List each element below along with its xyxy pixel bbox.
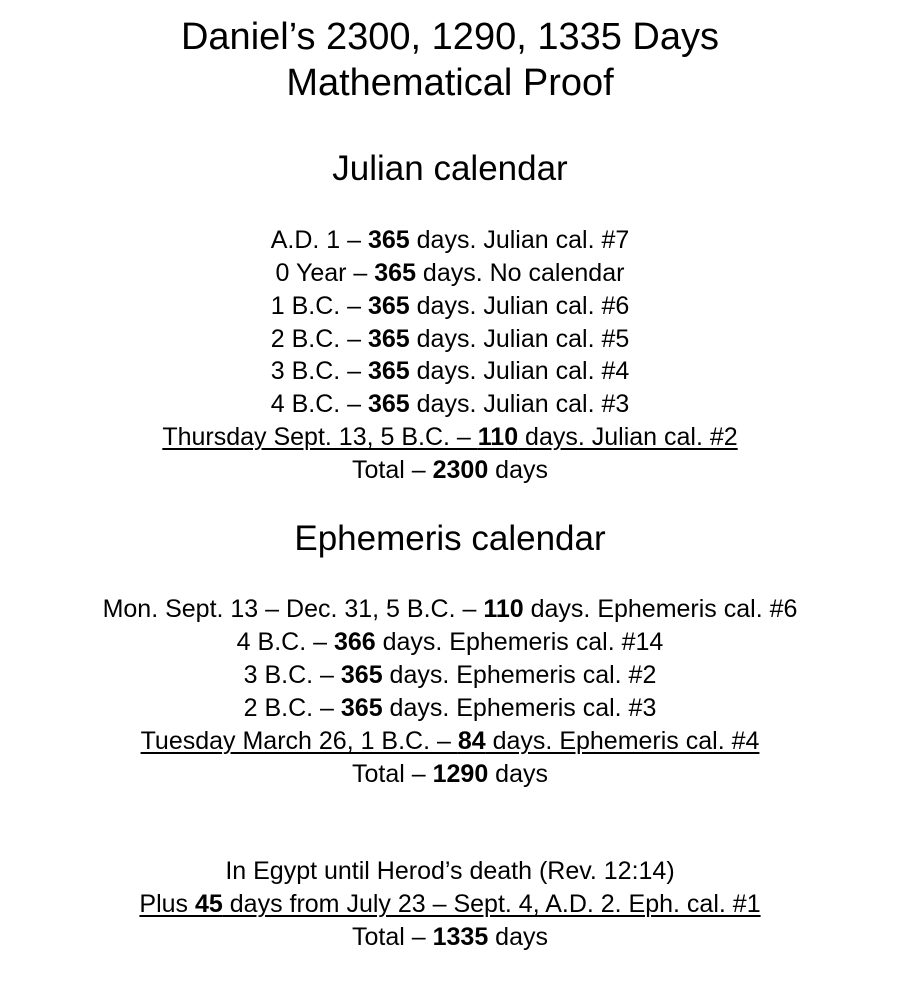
- ephemeris-total: Total – 1290 days: [352, 760, 548, 788]
- egypt-total: Total – 1335 days: [352, 923, 548, 951]
- title-line-1: Daniel’s 2300, 1290, 1335 Days: [180, 16, 719, 58]
- ephemeris-row: Mon. Sept. 13 – Dec. 31, 5 B.C. – 110 days. Ephemeris cal. #6: [102, 595, 798, 623]
- julian-row: A.D. 1 – 365 days. Julian cal. #7: [270, 226, 630, 254]
- ephemeris-row: 3 B.C. – 365 days. Ephemeris cal. #2: [243, 661, 657, 689]
- julian-row: 2 B.C. – 365 days. Julian cal. #5: [270, 325, 630, 353]
- egypt-line: In Egypt until Herod’s death (Rev. 12:14): [225, 857, 675, 885]
- julian-row: 3 B.C. – 365 days. Julian cal. #4: [270, 357, 630, 385]
- julian-total: Total – 2300 days: [352, 456, 548, 484]
- julian-row: 4 B.C. – 365 days. Julian cal. #3: [270, 390, 630, 418]
- julian-row: 1 B.C. – 365 days. Julian cal. #6: [270, 292, 630, 320]
- ephemeris-row: 4 B.C. – 366 days. Ephemeris cal. #14: [236, 628, 664, 656]
- ephemeris-heading: Ephemeris calendar: [294, 519, 606, 558]
- julian-row-underlined: Thursday Sept. 13, 5 B.C. – 110 days. Julian cal. #2: [162, 423, 738, 451]
- title-line-2: Mathematical Proof: [286, 62, 614, 104]
- ephemeris-row-underlined: Tuesday March 26, 1 B.C. – 84 days. Ephemeris cal. #4: [140, 727, 760, 755]
- egypt-plus-line-underlined: Plus 45 days from July 23 – Sept. 4, A.D. 2. Eph. cal. #1: [139, 890, 761, 918]
- ephemeris-row: 2 B.C. – 365 days. Ephemeris cal. #3: [243, 694, 657, 722]
- julian-heading: Julian calendar: [332, 149, 568, 188]
- julian-row: 0 Year – 365 days. No calendar: [275, 259, 625, 287]
